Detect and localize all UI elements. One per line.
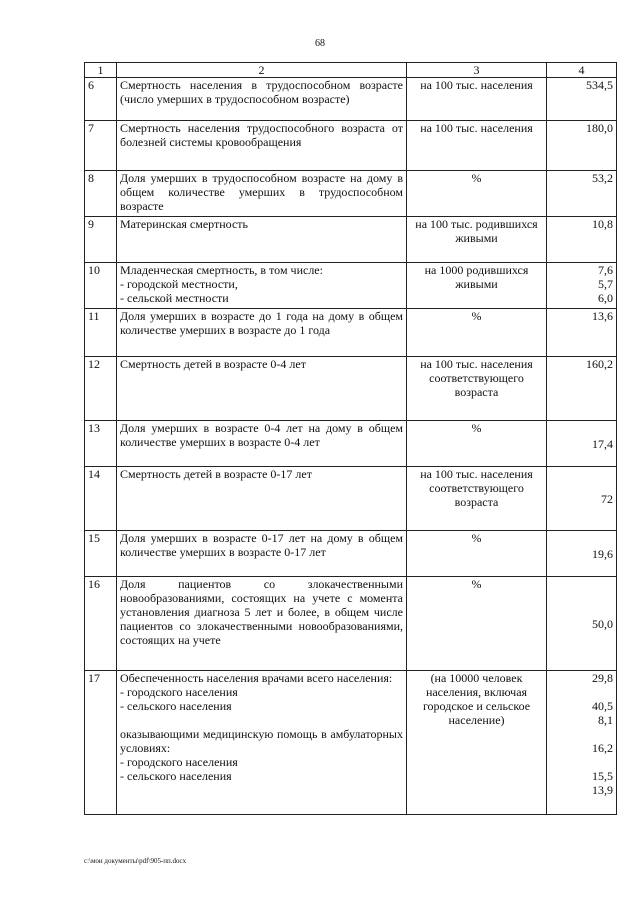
indicator-value: 72 (547, 467, 617, 531)
indicator-name-line: - сельской местности (120, 291, 229, 305)
row-number: 11 (85, 309, 117, 357)
indicator-name: Доля умерших в трудоспособном возрасте на дому в общем количестве умерших в трудоспособном возрасте (117, 171, 407, 217)
indicator-name-line: - городского населения (120, 685, 238, 699)
value-line: 13,9 (592, 783, 613, 797)
indicator-value: 180,0 (547, 121, 617, 171)
indicator-value: 10,8 (547, 217, 617, 263)
indicator-unit: на 100 тыс. населения (407, 78, 547, 121)
row-number: 17 (85, 671, 117, 815)
header-cell: 3 (407, 63, 547, 78)
table-row (85, 171, 617, 217)
table-row (85, 467, 617, 531)
indicator-unit: (на 10000 человек населения, включая городское и сельское население) (407, 671, 547, 815)
indicator-value: 534,5 (547, 78, 617, 121)
row-number: 9 (85, 217, 117, 263)
table-row (85, 263, 617, 309)
value-line: 40,5 (592, 699, 613, 713)
indicator-name: Доля умерших в возрасте 0-4 лет на дому в общем количестве умерших в возрасте 0-4 лет (117, 421, 407, 467)
page-number: 68 (315, 38, 325, 49)
value-line: 5,7 (598, 277, 613, 291)
header-cell: 2 (117, 63, 407, 78)
row-number: 13 (85, 421, 117, 467)
value-line: 7,6 (598, 263, 613, 277)
indicators-table (84, 62, 617, 815)
table-row (85, 421, 617, 467)
row-number: 6 (85, 78, 117, 121)
indicator-name: Смертность детей в возрасте 0-4 лет (117, 357, 407, 421)
value-line: 6,0 (598, 291, 613, 305)
table-row (85, 357, 617, 421)
indicator-value: 17,4 (547, 421, 617, 467)
table-row (85, 531, 617, 577)
document-path-footer: c:\мои документы\pdf\905-пп.docx (84, 857, 187, 865)
table-row (85, 309, 617, 357)
indicator-value: 160,2 (547, 357, 617, 421)
value-line: 8,1 (598, 713, 613, 727)
table-row (85, 121, 617, 171)
indicator-name: Смертность населения трудоспособного возраста от болезней системы кровообращения (117, 121, 407, 171)
table-row (85, 78, 617, 121)
value-line: 29,8 (592, 671, 613, 685)
row-number: 7 (85, 121, 117, 171)
indicator-unit: % (407, 171, 547, 217)
indicator-name-line: оказывающими медицинскую помощь в амбулаторных условиях: (120, 727, 403, 755)
row-number: 16 (85, 577, 117, 671)
indicator-name: Доля умерших в возрасте до 1 года на дому в общем количестве умерших в возрасте до 1 года (117, 309, 407, 357)
indicator-name-line: - городской местности, (120, 277, 238, 291)
indicator-name (117, 263, 407, 309)
table-row (85, 671, 617, 815)
indicator-unit: % (407, 421, 547, 467)
indicator-value (547, 671, 617, 815)
indicator-value (547, 263, 617, 309)
row-number: 10 (85, 263, 117, 309)
indicator-name-line: Обеспеченность населения врачами всего населения: (120, 671, 393, 685)
indicator-unit: % (407, 309, 547, 357)
indicator-name (117, 671, 407, 815)
indicator-name: Смертность населения в трудоспособном возрасте (число умерших в трудоспособном возрасте) (117, 78, 407, 121)
row-number: 12 (85, 357, 117, 421)
indicator-unit: % (407, 577, 547, 671)
indicator-value: 53,2 (547, 171, 617, 217)
table-row (85, 577, 617, 671)
indicator-name: Доля пациентов со злокачественными новообразованиями, состоящих на учете с момента установления диагноза 5 лет и более, в общем числе пациентов со злокачественными новообразованиями, состоящих на учете (117, 577, 407, 671)
row-number: 14 (85, 467, 117, 531)
indicator-unit: на 100 тыс. населения (407, 121, 547, 171)
indicator-value: 50,0 (547, 577, 617, 671)
header-cell: 1 (85, 63, 117, 78)
indicator-name: Материнская смертность (117, 217, 407, 263)
indicator-value: 13,6 (547, 309, 617, 357)
row-number: 8 (85, 171, 117, 217)
indicator-unit: на 1000 родившихся живыми (407, 263, 547, 309)
indicator-unit: на 100 тыс. населения соответствующего возраста (407, 467, 547, 531)
indicator-unit: на 100 тыс. населения соответствующего возраста (407, 357, 547, 421)
indicator-name-line: - городского населения (120, 755, 238, 769)
indicator-name-line: - сельского населения (120, 699, 232, 713)
table-header-row (85, 63, 617, 78)
value-line: 15,5 (592, 769, 613, 783)
table-row (85, 217, 617, 263)
indicator-value: 19,6 (547, 531, 617, 577)
value-line: 16,2 (592, 741, 613, 755)
indicator-name-line: - сельского населения (120, 769, 232, 783)
indicator-name: Смертность детей в возрасте 0-17 лет (117, 467, 407, 531)
indicator-unit: % (407, 531, 547, 577)
indicator-name: Доля умерших в возрасте 0-17 лет на дому в общем количестве умерших в возрасте 0-17 лет (117, 531, 407, 577)
indicator-unit: на 100 тыс. родившихся живыми (407, 217, 547, 263)
indicator-name-line: Младенческая смертность, в том числе: (120, 263, 323, 277)
row-number: 15 (85, 531, 117, 577)
header-cell: 4 (547, 63, 617, 78)
